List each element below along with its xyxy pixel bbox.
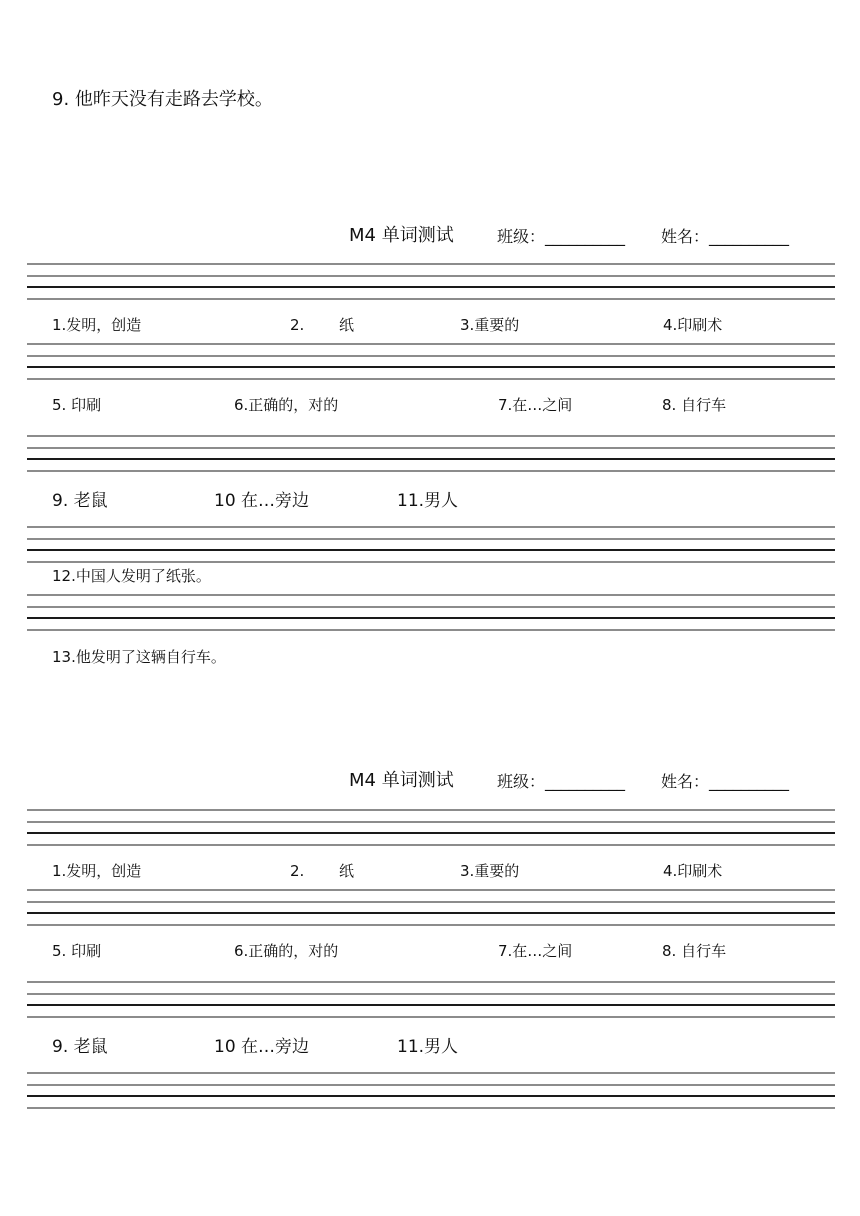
word-item: 11.男人 (397, 1037, 459, 1057)
word-item: 4.印刷术 (663, 316, 723, 334)
word-item: 2. (290, 862, 305, 880)
sentence-item: 12.中国人发明了纸张。 (52, 567, 211, 585)
word-item: 4.印刷术 (663, 862, 723, 880)
word-item: 6.正确的，对的 (234, 942, 339, 960)
word-item: 1.发明，创造 (52, 862, 142, 880)
top-sentence: 9. 他昨天没有走路去学校。 (52, 89, 273, 110)
word-item: 7.在…之间 (498, 942, 573, 960)
sentence-item: 13.他发明了这辆自行车。 (52, 648, 226, 666)
word-item: 5. 印刷 (52, 942, 102, 960)
class-label: 班级：__________ (497, 227, 626, 246)
word-item: 9. 老鼠 (52, 491, 108, 511)
word-item: 8. 自行车 (662, 942, 727, 960)
word-item: 2. (290, 316, 305, 334)
name-label: 姓名：__________ (661, 772, 790, 791)
word-item: 纸 (339, 316, 355, 334)
word-item: 8. 自行车 (662, 396, 727, 414)
name-label: 姓名：__________ (661, 227, 790, 246)
word-item: 纸 (339, 862, 355, 880)
word-item: 1.发明，创造 (52, 316, 142, 334)
word-item: 5. 印刷 (52, 396, 102, 414)
word-item: 10 在…旁边 (214, 491, 310, 511)
test-title: M4 单词测试 (349, 770, 454, 791)
class-label: 班级：__________ (497, 772, 626, 791)
word-item: 3.重要的 (460, 316, 520, 334)
word-item: 7.在…之间 (498, 396, 573, 414)
word-item: 6.正确的，对的 (234, 396, 339, 414)
test-title: M4 单词测试 (349, 225, 454, 246)
word-item: 3.重要的 (460, 862, 520, 880)
word-item: 10 在…旁边 (214, 1037, 310, 1057)
word-item: 9. 老鼠 (52, 1037, 108, 1057)
word-item: 11.男人 (397, 491, 459, 511)
